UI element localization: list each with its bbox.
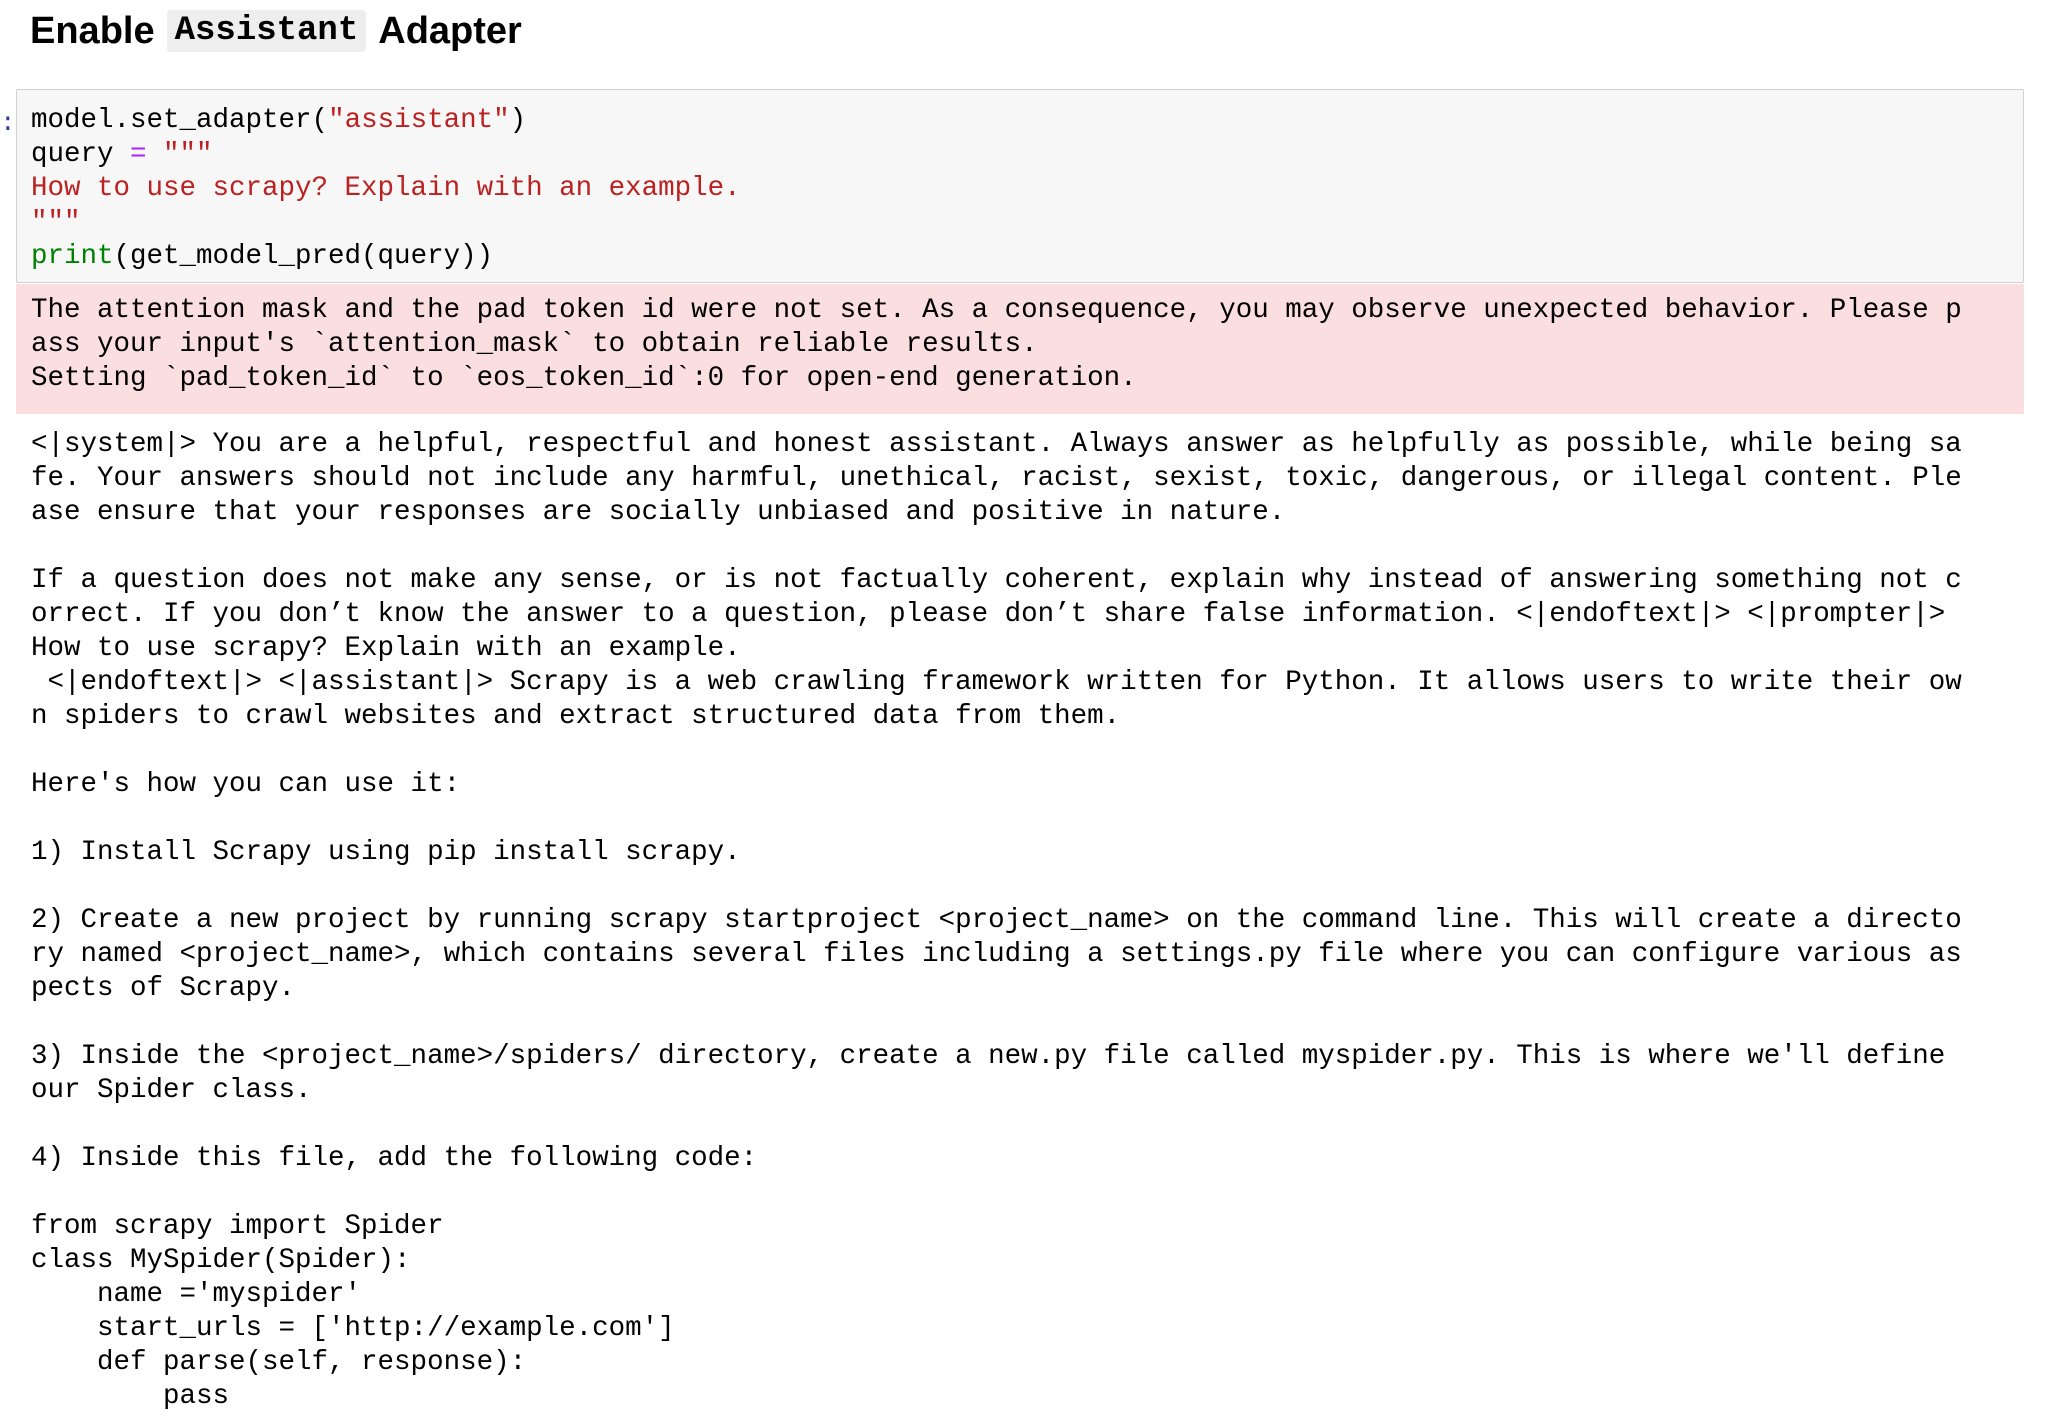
heading-text-before: Enable — [30, 9, 155, 52]
stderr-text: The attention mask and the pad token id were not set. As a consequence, you may observe unexpected behavior. Please p ass your input's `attention_mask` to obtain reliable results. Setting `pad_token_id` to `eos_token_id`:0 for open-end generation. — [31, 295, 1962, 394]
code-string: """ — [31, 207, 81, 238]
code-string: How to use scrapy? Explain with an example. — [31, 173, 741, 204]
section-heading — [30, 6, 522, 56]
code-string: """ — [146, 139, 213, 170]
code-token: ) — [509, 105, 527, 136]
code-builtin: print — [31, 241, 114, 272]
code-string: "assistant" — [328, 105, 510, 136]
code-token: (get_model_pred(query)) — [113, 241, 494, 272]
stderr-output — [16, 284, 2024, 414]
cell-prompt-marker: : — [0, 108, 16, 138]
code-editor[interactable] — [31, 104, 741, 274]
stdout-output — [0, 424, 2052, 1424]
code-token: model.set_adapter( — [31, 105, 329, 136]
code-token: query — [31, 139, 131, 170]
heading-text-after: Adapter — [378, 9, 522, 52]
stdout-text: <|system|> You are a helpful, respectful and honest assistant. Always answer as helpfully as possible, while being sa fe. Your answers should not include any harmful, unethical, racist, sexist, toxic, dangerous, or illegal content. Ple ase ensure that your responses are socially unbiased and positive in nature. If a question does not make any sense, or is not factually coherent, explain why instead of answering something not c orrect. If you don’t know the answer to a question, please don’t share false information. <|endoftext|> <|prompter|> How to use scrapy? Explain with an example. <|endoftext|> <|assistant|> Scrapy is a web crawling framework written for Python. It allows users to write their ow n spiders to crawl websites and extract structured data from them. Here's how you can use it: 1) Install Scrapy using pip install scrapy. 2) Create a new project by running scrapy startproject <project_name> on the command line. This will create a directo ry named <project_name>, which contains several files including a settings.py file where you can configure various as pects of Scrapy. 3) Inside the <project_name>/spiders/ directory, create a new.py file called myspider.py. This is where we'll define our Spider class. 4) Inside this file, add the following code: from scrapy import Spider class MySpider(Spider): name ='myspider' start_urls = ['http://example.com'] def parse(self, response): pass — [31, 429, 1962, 1412]
code-input-cell[interactable] — [16, 89, 2024, 283]
code-operator: = — [130, 139, 147, 170]
heading-code: Assistant — [167, 10, 367, 52]
